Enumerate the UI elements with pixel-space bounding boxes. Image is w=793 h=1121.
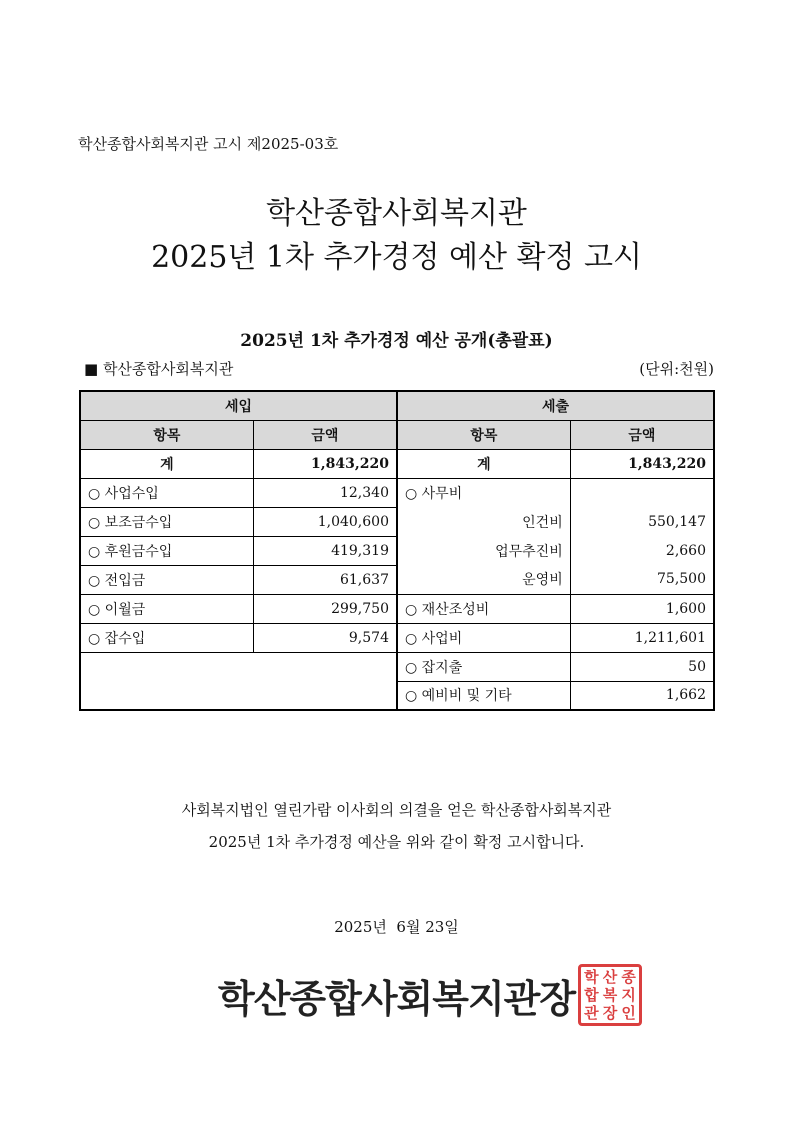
table-row [80,652,714,681]
expense-amount: 50 [570,652,714,681]
income-label: ○ 이월금 [80,594,253,623]
expense-header: 세출 [397,391,714,420]
income-total-label: 계 [80,449,253,478]
closing-line-2: 2025년 1차 추가경정 예산을 위와 같이 확정 고시합니다. [208,833,585,851]
income-label: ○ 사업수입 [80,478,253,507]
income-item-header: 항목 [80,420,253,449]
total-row [80,449,714,478]
table-subtitle: 2025년 1차 추가경정 예산 공개(총괄표) [240,331,553,351]
expense-label: ○ 사업비 [397,623,570,652]
organization-label: ■ 학산종합사회복지관 [84,360,234,378]
income-label: ○ 전입금 [80,565,253,594]
income-label: ○ 후원금수입 [80,536,253,565]
expense-amount: 1,600 [570,594,714,623]
income-empty-cell [80,652,397,710]
income-amount: 12,340 [253,478,397,507]
document-title [0,192,793,280]
income-amount: 419,319 [253,536,397,565]
closing-statement [0,794,793,858]
title-line-2: 2025년 1차 추가경정 예산 확정 고시 [151,240,642,275]
expense-label: ○ 예비비 및 기타 [397,681,570,710]
expense-label: ○ 재산조성비 [397,594,570,623]
expense-sub-label: 업무추진비 [397,536,570,565]
table-row [80,623,714,652]
table-row [80,507,714,536]
budget-table [79,390,715,711]
income-label: ○ 잡수입 [80,623,253,652]
expense-amount: 1,662 [570,681,714,710]
expense-label: ○ 잡지출 [397,652,570,681]
income-label: ○ 보조금수입 [80,507,253,536]
official-seal-icon: 학 산 종 합 복 지 관 장 인 [578,964,642,1026]
table-column-row [80,420,714,449]
income-header: 세입 [80,391,397,420]
title-line-1: 학산종합사회복지관 [266,196,527,231]
expense-sub-amount: 550,147 [570,507,714,536]
expense-label: ○ 사무비 [397,478,570,507]
expense-amount-header: 금액 [570,420,714,449]
notice-number: 학산종합사회복지관 고시 제2025-03호 [78,135,339,153]
income-amount: 1,040,600 [253,507,397,536]
income-amount: 299,750 [253,594,397,623]
table-row [80,565,714,594]
income-amount-header: 금액 [253,420,397,449]
table-row [80,594,714,623]
income-total-amount: 1,843,220 [253,449,397,478]
expense-sub-amount: 2,660 [570,536,714,565]
income-amount: 9,574 [253,623,397,652]
expense-amount: 1,211,601 [570,623,714,652]
unit-label: (단위:천원) [639,360,714,378]
table-header-row [80,391,714,420]
expense-sub-label: 인건비 [397,507,570,536]
expense-sub-amount: 75,500 [570,565,714,594]
expense-amount-empty [570,478,714,507]
closing-line-1: 사회복지법인 열린가람 이사회의 의결을 얻은 학산종합사회복지관 [181,801,612,819]
signature-name: 학산종합사회복지관장 [218,977,576,1021]
expense-item-header: 항목 [397,420,570,449]
notice-date: 2025년 6월 23일 [334,918,459,936]
income-amount: 61,637 [253,565,397,594]
expense-total-label: 계 [397,449,570,478]
table-row [80,536,714,565]
expense-total-amount: 1,843,220 [570,449,714,478]
table-row [80,478,714,507]
expense-sub-label: 운영비 [397,565,570,594]
